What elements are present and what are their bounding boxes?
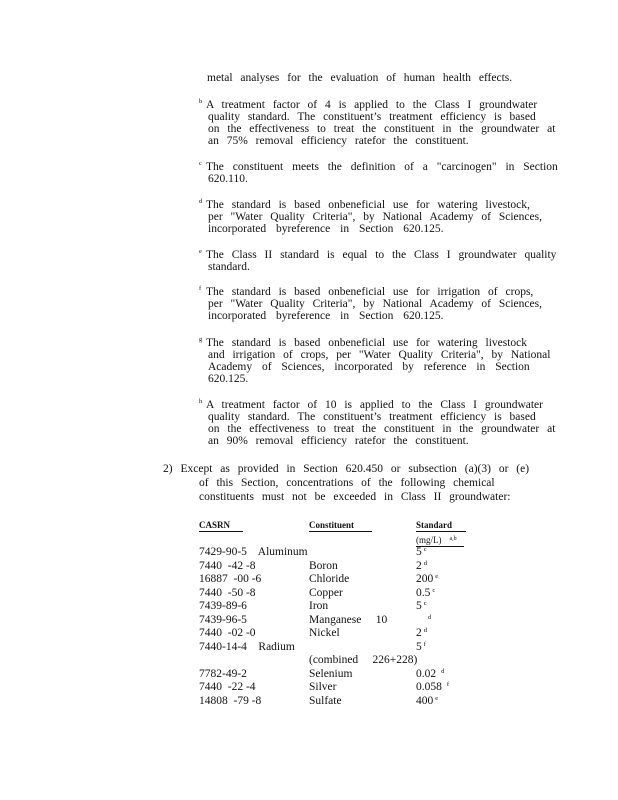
cell-standard (416, 614, 431, 626)
footnote-marker: g (199, 336, 203, 343)
standard-footnote-ref: d (423, 627, 427, 634)
cell-constituent: Sulfate (309, 695, 342, 707)
standard-footnote-ref: e (435, 573, 439, 580)
cell-casrn: 7782-49-2 (199, 668, 247, 680)
cell-casrn: 7440 -22 -4 (199, 681, 256, 693)
footnote-a-line: metal analyses for the evaluation of human health effects. (207, 72, 513, 84)
footnote-marker: f (199, 285, 202, 292)
cell-standard (416, 695, 438, 707)
footnote-line: A treatment factor of 4 is applied to the Class I groundwater (206, 99, 538, 111)
footnote-line: on the effectiveness to treat the constituent in the groundwater at (208, 423, 556, 435)
footnote-line: A treatment factor of 10 is applied to the Class I groundwater (206, 399, 543, 411)
subsection-line: of this Section, concentrations of the following chemical (199, 477, 495, 489)
cell-standard (416, 681, 449, 693)
standard-value: 2 (416, 560, 422, 572)
footnote-marker: h (199, 398, 203, 405)
header-constituent: Constituent (309, 520, 372, 532)
standard-footnote-ref: d (423, 560, 427, 567)
footnote-line: 620.110. (208, 173, 248, 185)
standard-value: 2 (416, 627, 422, 639)
footnote-line: The standard is based onbeneficial use for irrigation of crops, (206, 286, 534, 298)
cell-casrn: 7439-89-6 (199, 600, 247, 612)
standard-footnote-ref: c (423, 546, 427, 553)
cell-standard (416, 573, 438, 585)
footnote-line: The Class II standard is equal to the Class I groundwater quality (206, 249, 557, 261)
standard-value: 5 (416, 600, 422, 612)
standard-footnote-ref: d (441, 668, 445, 675)
footnote-line: incorporated byreference in Section 620.125. (208, 310, 444, 322)
standard-value: 200 (416, 573, 434, 585)
cell-constituent: Copper (309, 587, 343, 599)
standard-value: 5 (416, 546, 422, 558)
footnote-line: an 90% removal efficiency ratefor the constituent. (208, 435, 469, 447)
cell-constituent: (combined 226+228) (309, 654, 418, 666)
footnote-marker: b (199, 98, 203, 105)
cell-constituent: Selenium (309, 668, 353, 680)
footnote-line: 620.125. (208, 373, 249, 385)
header-standard: Standard (416, 520, 466, 532)
footnote-line: quality standard. The constituent’s treatment efficiency is based (208, 111, 536, 123)
standard-footnote-ref: f (446, 681, 450, 688)
subsection-line: constituents must not be exceeded in Class II groundwater: (199, 491, 511, 503)
cell-constituent: Silver (309, 681, 337, 693)
footnote-line: The standard is based onbeneficial use for watering livestock (206, 337, 528, 349)
units-superscript: a,b (449, 536, 457, 542)
cell-standard (416, 641, 426, 653)
standard-value: 0.02 (416, 668, 437, 680)
cell-casrn: 7439-96-5 (199, 614, 247, 626)
header-casrn: CASRN (199, 520, 243, 532)
cell-constituent: Iron (309, 600, 329, 612)
cell-constituent: Chloride (309, 573, 350, 585)
footnote-line: on the effectiveness to treat the constituent in the groundwater at (208, 123, 556, 135)
standard-value: 0.5 (416, 587, 431, 599)
cell-standard (416, 560, 427, 572)
standard-footnote-ref: c (423, 600, 427, 607)
footnote-line: per "Water Quality Criteria", by National Academy of Sciences, (208, 298, 542, 310)
cell-casrn: 7440-14-4 Radium (199, 641, 295, 653)
cell-standard (416, 587, 435, 599)
standard-footnote-ref: e (435, 695, 439, 702)
units-label: (mg/L) (416, 535, 442, 545)
cell-casrn: 7440 -42 -8 (199, 560, 256, 572)
footnote-line: quality standard. The constituent’s treatment efficiency is based (208, 411, 536, 423)
cell-constituent: Manganese 10 (309, 614, 388, 626)
footnote-line: an 75% removal efficiency ratefor the constituent. (208, 135, 469, 147)
cell-standard (416, 668, 444, 680)
cell-standard (416, 600, 427, 612)
cell-standard (416, 627, 427, 639)
standard-footnote-ref: f (423, 641, 426, 648)
standard-value: 0.058 (416, 681, 442, 693)
footnote-line: per "Water Quality Criteria", by National Academy of Sciences, (208, 211, 542, 223)
cell-constituent: Boron (309, 560, 338, 572)
cell-constituent: Nickel (309, 627, 340, 639)
footnote-line: and irrigation of crops, per "Water Quality Criteria", by National (208, 349, 551, 361)
cell-casrn: 14808 -79 -8 (199, 695, 262, 707)
footnote-marker: c (199, 160, 202, 167)
cell-casrn: 7429-90-5 Aluminum (199, 546, 308, 558)
cell-casrn: 16887 -00 -6 (199, 573, 262, 585)
cell-casrn: 7440 -02 -0 (199, 627, 256, 639)
footnote-line: incorporated byreference in Section 620.125. (208, 223, 444, 235)
standard-value: 5 (416, 641, 422, 653)
footnote-marker: e (199, 248, 202, 255)
footnote-line: Academy of Sciences, incorporated by reference in Section (208, 361, 530, 373)
footnote-line: The standard is based onbeneficial use for watering livestock, (206, 199, 530, 211)
footnote-marker: d (199, 198, 203, 205)
cell-casrn: 7440 -50 -8 (199, 587, 256, 599)
footnote-line: The constituent meets the definition of a "carcinogen" in Section (206, 161, 558, 173)
footnote-line: standard. (208, 261, 250, 273)
standard-footnote-ref: d (428, 614, 432, 621)
standard-value: 400 (416, 695, 434, 707)
cell-standard (416, 546, 427, 558)
subsection-line: 2) Except as provided in Section 620.450 or subsection (a)(3) or (e) (163, 463, 530, 475)
cell-standard (416, 654, 428, 666)
standard-footnote-ref: c (432, 587, 436, 594)
